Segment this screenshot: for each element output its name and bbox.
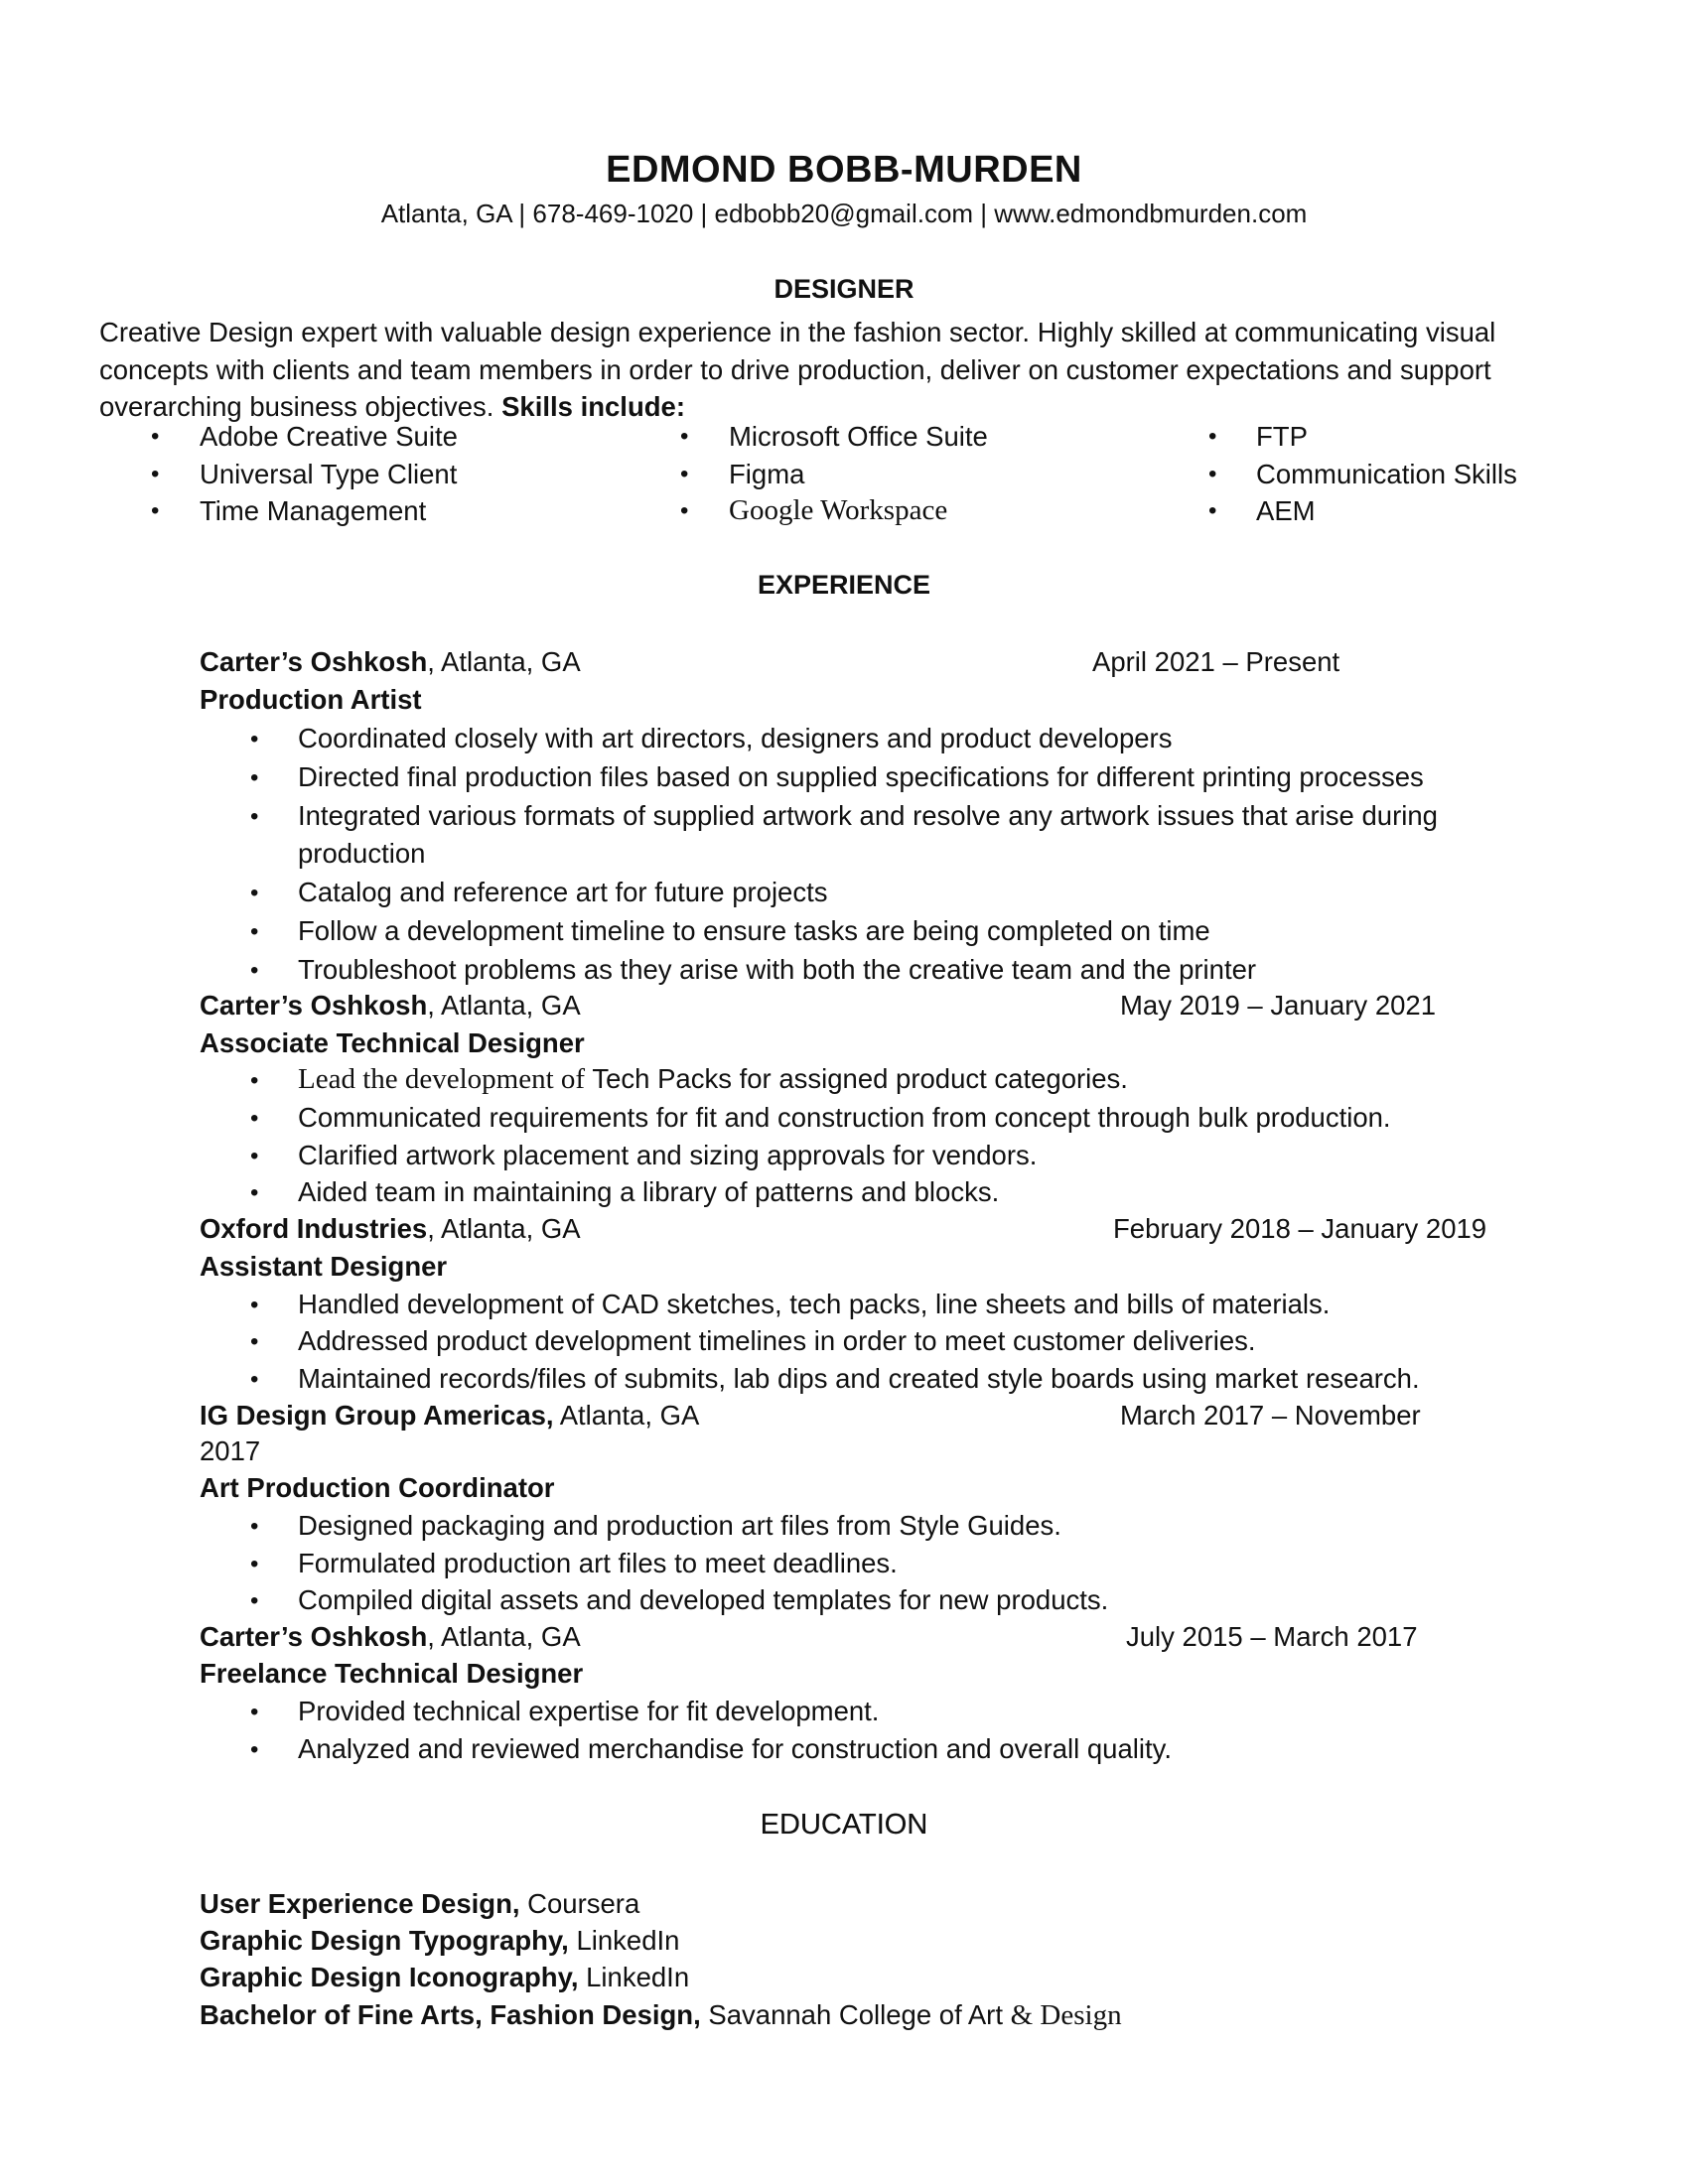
bullet-icon: • [680, 461, 689, 487]
job-dates-wrap: 2017 [200, 1435, 261, 1466]
bullet-icon: • [250, 1736, 259, 1763]
job-bullet: Provided technical expertise for fit development. [298, 1696, 880, 1726]
education-school: Coursera [519, 1888, 640, 1919]
education-school: LinkedIn [578, 1962, 690, 1992]
job-bullet: Communicated requirements for fit and construction from concept through bulk production. [298, 1102, 1391, 1133]
education-degree: Graphic Design Iconography, [200, 1962, 579, 1992]
job-bullet: Formulated production art files to meet deadlines. [298, 1548, 898, 1578]
summary-paragraph [99, 314, 1599, 426]
job-bullet: Addressed product development timelines in order to meet customer deliveries. [298, 1325, 1256, 1356]
skill-item: Communication Skills [1256, 459, 1517, 489]
job-bullet: Designed packaging and production art files from Style Guides. [298, 1510, 1061, 1541]
contact-line: Atlanta, GA | 678-469-1020 | edbobb20@gmail.com | www.edmondbmurden.com [380, 199, 1308, 228]
bullet-icon: • [250, 1366, 259, 1393]
job-location: Atlanta, GA [553, 1400, 700, 1431]
education-school: Savannah College of Art [700, 1999, 1011, 2030]
job-company-line [200, 1213, 581, 1245]
job-bullet: Troubleshoot problems as they arise with both the creative team and the printer [298, 954, 1257, 985]
job-role: Production Artist [200, 684, 422, 715]
job-company-line [200, 1621, 581, 1653]
job-company-line [200, 1400, 699, 1432]
bullet-icon: • [250, 1067, 259, 1094]
bullet-icon: • [151, 423, 160, 450]
job-bullet: Maintained records/files of submits, lab dips and created style boards using market research. [298, 1363, 1420, 1394]
bullet-icon: • [250, 1179, 259, 1206]
bullet-icon: • [250, 1587, 259, 1614]
job-bullet: Handled development of CAD sketches, tech packs, line sheets and bills of materials. [298, 1289, 1331, 1319]
skill-item: Universal Type Client [200, 459, 458, 489]
bullet-icon: • [1208, 423, 1217, 450]
job-role: Freelance Technical Designer [200, 1658, 584, 1689]
skill-item: Adobe Creative Suite [200, 421, 458, 452]
bullet-icon: • [680, 423, 689, 450]
bullet-icon: • [680, 497, 689, 524]
skill-item: Microsoft Office Suite [729, 421, 988, 452]
bullet-icon: • [250, 1513, 259, 1540]
skills-label: Skills include: [501, 391, 685, 422]
bullet-icon: • [151, 497, 160, 524]
bullet-icon: • [250, 918, 259, 945]
company-name: Carter’s Oshkosh [200, 1621, 428, 1652]
company-name: Carter’s Oshkosh [200, 990, 428, 1021]
experience-heading: EXPERIENCE [757, 570, 931, 600]
job-dates: March 2017 – November [1120, 1400, 1421, 1431]
job-bullet [298, 1063, 1128, 1096]
skill-item: AEM [1256, 495, 1316, 526]
bullet-icon: • [250, 1328, 259, 1355]
job-bullet: Coordinated closely with art directors, designers and product developers [298, 723, 1173, 753]
bullet-icon: • [151, 461, 160, 487]
job-location: , Atlanta, GA [427, 1213, 581, 1244]
education-item [200, 1999, 1122, 2032]
job-role: Assistant Designer [200, 1251, 448, 1282]
job-role: Associate Technical Designer [200, 1027, 585, 1058]
summary-text: Creative Design expert with valuable design experience in the fashion sector. Highly skilled at communicating visual concepts with clients and team members in order to drive production, deliver on customer expectations and support overarching business objectives. [99, 317, 1496, 422]
bullet-icon: • [250, 726, 259, 752]
job-bullet: Directed final production files based on supplied specifications for different printing processes [298, 761, 1424, 792]
job-bullet: Catalog and reference art for future projects [298, 877, 828, 907]
skill-item: FTP [1256, 421, 1308, 452]
job-bullet-continued: production [298, 838, 426, 869]
education-item [200, 1888, 639, 1920]
bullet-icon: • [250, 1105, 259, 1132]
job-location: , Atlanta, GA [427, 1621, 581, 1652]
job-dates: February 2018 – January 2019 [1113, 1213, 1487, 1244]
job-dates: May 2019 – January 2021 [1120, 990, 1436, 1021]
company-name: IG Design Group Americas, [200, 1400, 554, 1431]
job-company-line [200, 646, 581, 678]
company-name: Carter’s Oshkosh [200, 646, 428, 677]
job-bullet: Compiled digital assets and developed templates for new products. [298, 1584, 1109, 1615]
skill-item: Google Workspace [729, 494, 948, 526]
bullet-icon: • [250, 1551, 259, 1577]
bullet-icon: • [250, 1292, 259, 1318]
education-item [200, 1925, 679, 1957]
job-company-line [200, 990, 581, 1022]
job-dates: April 2021 – Present [1092, 646, 1340, 677]
job-bullet-rest: Tech Packs for assigned product categories. [592, 1063, 1128, 1094]
bullet-icon: • [250, 1699, 259, 1725]
education-degree: Bachelor of Fine Arts, Fashion Design, [200, 1999, 701, 2030]
education-heading: EDUCATION [760, 1809, 928, 1841]
job-dates: July 2015 – March 2017 [1126, 1621, 1418, 1652]
education-school-serif: & Design [1010, 1999, 1122, 2031]
bullet-icon: • [250, 957, 259, 984]
skill-item: Figma [729, 459, 805, 489]
education-item [200, 1962, 689, 1993]
candidate-name: EDMOND BOBB-MURDEN [606, 149, 1082, 191]
education-degree: User Experience Design, [200, 1888, 520, 1919]
skill-item: Time Management [200, 495, 427, 526]
bullet-icon: • [250, 764, 259, 791]
bullet-icon: • [1208, 461, 1217, 487]
bullet-icon: • [1208, 497, 1217, 524]
education-degree: Graphic Design Typography, [200, 1925, 569, 1956]
job-bullet: Clarified artwork placement and sizing approvals for vendors. [298, 1140, 1038, 1170]
job-location: , Atlanta, GA [427, 646, 581, 677]
bullet-icon: • [250, 803, 259, 830]
job-location: , Atlanta, GA [427, 990, 581, 1021]
job-bullet-serif-part: Lead the development of [298, 1063, 593, 1095]
job-role: Art Production Coordinator [200, 1472, 555, 1503]
company-name: Oxford Industries [200, 1213, 428, 1244]
job-bullet: Follow a development timeline to ensure tasks are being completed on time [298, 915, 1210, 946]
job-bullet: Aided team in maintaining a library of patterns and blocks. [298, 1176, 1000, 1207]
job-bullet: Analyzed and reviewed merchandise for construction and overall quality. [298, 1733, 1172, 1764]
bullet-icon: • [250, 880, 259, 906]
job-bullet: Integrated various formats of supplied artwork and resolve any artwork issues that arise during [298, 800, 1438, 831]
summary-heading: DESIGNER [774, 274, 914, 304]
education-school: LinkedIn [568, 1925, 680, 1956]
bullet-icon: • [250, 1143, 259, 1169]
